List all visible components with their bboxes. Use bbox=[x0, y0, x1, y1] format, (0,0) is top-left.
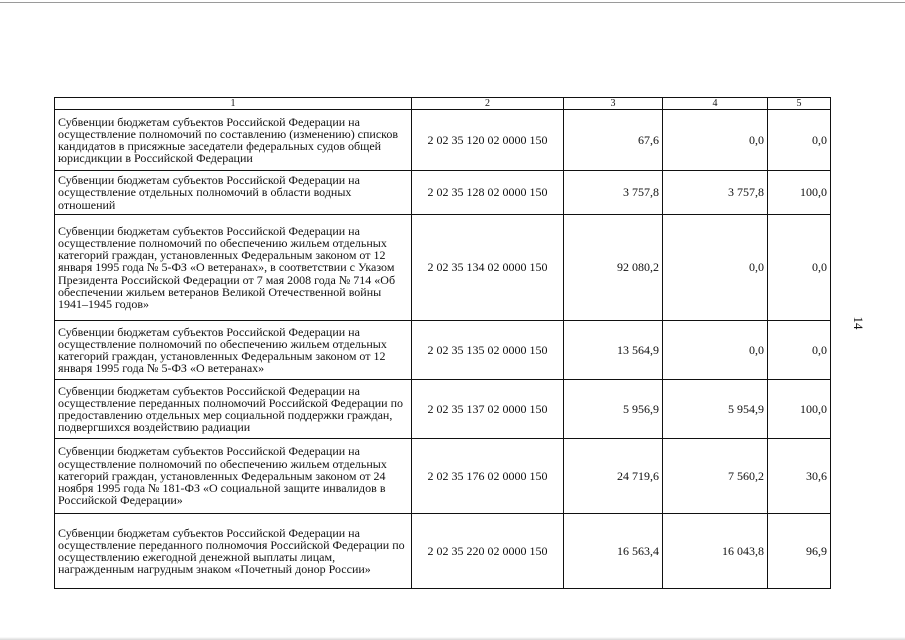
row-code: 2 02 35 135 02 0000 150 bbox=[412, 321, 564, 380]
table-row bbox=[55, 439, 831, 514]
row-fact: 16 043,8 bbox=[663, 514, 768, 589]
row-plan: 16 563,4 bbox=[564, 514, 663, 589]
row-fact: 0,0 bbox=[663, 321, 768, 380]
row-name: Субвенции бюджетам субъектов Российской Федерации на осуществление переданного полномочия Российской Федерации по осуществлению ежегодной денежной выплаты лицам, награжденным нагрудным знаком «Почетный донор России» bbox=[55, 514, 412, 589]
column-number-3: 3 bbox=[564, 98, 663, 110]
row-code: 2 02 35 176 02 0000 150 bbox=[412, 439, 564, 514]
scan-top-edge bbox=[0, 2, 905, 3]
row-percent: 96,9 bbox=[768, 514, 831, 589]
row-name: Субвенции бюджетам субъектов Российской Федерации на осуществление переданных полномочий Российской Федерации по предоставлению отдельных мер социальной поддержки граждан, подвергшихся воздействию радиации bbox=[55, 380, 412, 439]
page-number: 14 bbox=[851, 316, 866, 330]
row-fact: 7 560,2 bbox=[663, 439, 768, 514]
row-percent: 0,0 bbox=[768, 215, 831, 321]
row-plan: 24 719,6 bbox=[564, 439, 663, 514]
row-name: Субвенции бюджетам субъектов Российской Федерации на осуществление отдельных полномочий в области водных отношений bbox=[55, 171, 412, 215]
row-plan: 92 080,2 bbox=[564, 215, 663, 321]
column-number-5: 5 bbox=[768, 98, 831, 110]
row-code: 2 02 35 137 02 0000 150 bbox=[412, 380, 564, 439]
row-name: Субвенции бюджетам субъектов Российской Федерации на осуществление полномочий по обеспечению жильем отдельных категорий граждан, установленных Федеральным законом от 12 января 1995 года № 5-ФЗ «О ветеранах», в соответствии с Указом Президента Российской Федерации от 7 мая 2008 года № 714 «Об обеспечении жильем ветеранов Великой Отечественной войны 1941–1945 годов» bbox=[55, 215, 412, 321]
row-code: 2 02 35 120 02 0000 150 bbox=[412, 110, 564, 171]
row-percent: 100,0 bbox=[768, 171, 831, 215]
table-row bbox=[55, 215, 831, 321]
row-fact: 0,0 bbox=[663, 215, 768, 321]
row-plan: 3 757,8 bbox=[564, 171, 663, 215]
column-number-4: 4 bbox=[663, 98, 768, 110]
row-code: 2 02 35 134 02 0000 150 bbox=[412, 215, 564, 321]
row-percent: 100,0 bbox=[768, 380, 831, 439]
row-plan: 5 956,9 bbox=[564, 380, 663, 439]
table-row bbox=[55, 514, 831, 589]
column-number-2: 2 bbox=[412, 98, 564, 110]
row-fact: 3 757,8 bbox=[663, 171, 768, 215]
column-number-1: 1 bbox=[55, 98, 412, 110]
row-plan: 13 564,9 bbox=[564, 321, 663, 380]
row-plan: 67,6 bbox=[564, 110, 663, 171]
row-fact: 5 954,9 bbox=[663, 380, 768, 439]
row-code: 2 02 35 220 02 0000 150 bbox=[412, 514, 564, 589]
subventions-table bbox=[54, 97, 831, 589]
row-fact: 0,0 bbox=[663, 110, 768, 171]
table-row bbox=[55, 321, 831, 380]
column-number-row bbox=[55, 98, 831, 110]
table-row bbox=[55, 380, 831, 439]
row-percent: 30,6 bbox=[768, 439, 831, 514]
row-code: 2 02 35 128 02 0000 150 bbox=[412, 171, 564, 215]
table-row bbox=[55, 110, 831, 171]
row-name: Субвенции бюджетам субъектов Российской Федерации на осуществление полномочий по обеспечению жильем отдельных категорий граждан, установленных Федеральным законом от 24 ноября 1995 года № 181-ФЗ «О социальной защите инвалидов в Российской Федерации» bbox=[55, 439, 412, 514]
row-name: Субвенции бюджетам субъектов Российской Федерации на осуществление полномочий по обеспечению жильем отдельных категорий граждан, установленных Федеральным законом от 12 января 1995 года № 5-ФЗ «О ветеранах» bbox=[55, 321, 412, 380]
row-percent: 0,0 bbox=[768, 321, 831, 380]
row-name: Субвенции бюджетам субъектов Российской Федерации на осуществление полномочий по составлению (изменению) списков кандидатов в присяжные заседатели федеральных судов общей юрисдикции в Российской Федерации bbox=[55, 110, 412, 171]
row-percent: 0,0 bbox=[768, 110, 831, 171]
table-row bbox=[55, 171, 831, 215]
